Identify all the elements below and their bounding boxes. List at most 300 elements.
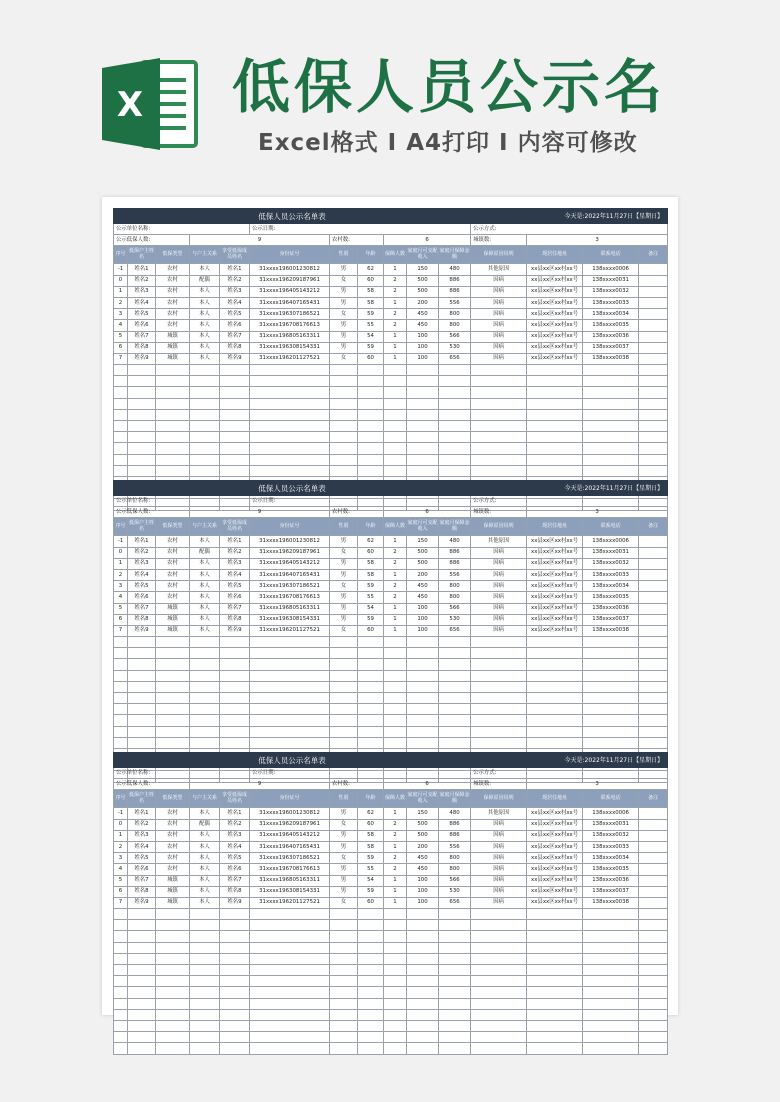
table-cell	[190, 681, 220, 692]
table-cell: 姓名6	[220, 864, 250, 875]
table-cell	[114, 909, 128, 920]
empty-row	[114, 648, 668, 659]
table-cell	[583, 421, 639, 432]
table-cell	[190, 376, 220, 387]
table-cell: 556	[439, 841, 471, 852]
empty-row	[114, 376, 668, 387]
table-cell	[439, 1032, 471, 1043]
table-cell	[583, 387, 639, 398]
table-cell: 138xxxx0034	[583, 853, 639, 864]
column-header: 身份证号	[250, 518, 330, 536]
table-title: 低保人员公示名单表	[114, 209, 471, 224]
table-cell	[330, 432, 358, 443]
table-cell	[190, 931, 220, 942]
table-cell: 城镇	[156, 625, 190, 636]
table-cell	[358, 976, 384, 987]
table-cell: 本人	[190, 264, 220, 275]
table-cell	[384, 726, 407, 737]
table-cell: 800	[439, 592, 471, 603]
table-row	[114, 830, 668, 841]
table-cell: 1	[384, 841, 407, 852]
table-cell: 姓名5	[220, 853, 250, 864]
table-cell: 姓名4	[220, 297, 250, 308]
table-cell	[114, 1043, 128, 1054]
table-cell: 58	[358, 569, 384, 580]
column-header: 联系电话	[583, 246, 639, 264]
table-cell	[527, 1043, 583, 1054]
table-row	[114, 864, 668, 875]
table-cell: 450	[407, 309, 439, 320]
table-cell	[639, 353, 668, 364]
table-cell: 31xxxx196308154331	[250, 886, 330, 897]
table-cell: 本人	[190, 830, 220, 841]
table-cell: 6	[114, 342, 128, 353]
table-cell: 31xxxx196805163311	[250, 875, 330, 886]
table-cell: xx县xx区xx村xx号	[527, 320, 583, 331]
table-cell: 480	[439, 808, 471, 819]
table-cell: 656	[439, 625, 471, 636]
table-cell: 其他原因	[471, 808, 527, 819]
table-cell: 农村	[156, 547, 190, 558]
table-cell	[358, 715, 384, 726]
column-header: 性别	[330, 246, 358, 264]
table-cell	[358, 670, 384, 681]
table-cell	[250, 1032, 330, 1043]
column-header: 享受低保成员姓名	[220, 518, 250, 536]
table-cell	[250, 681, 330, 692]
table-cell: 556	[439, 297, 471, 308]
table-cell	[128, 715, 156, 726]
table-cell: 800	[439, 309, 471, 320]
table-cell: 60	[358, 819, 384, 830]
table-cell	[639, 853, 668, 864]
table-cell: 因病	[471, 309, 527, 320]
table-cell	[250, 443, 330, 454]
table-cell	[358, 1020, 384, 1031]
table-cell	[358, 443, 384, 454]
table-cell	[439, 965, 471, 976]
table-cell: 138xxxx0037	[583, 614, 639, 625]
table-cell	[128, 670, 156, 681]
table-cell	[330, 1032, 358, 1043]
table-cell: 656	[439, 897, 471, 908]
table-cell	[639, 286, 668, 297]
table-cell	[358, 659, 384, 670]
table-cell	[439, 704, 471, 715]
table-cell	[190, 398, 220, 409]
table-cell	[330, 421, 358, 432]
table-cell	[190, 693, 220, 704]
table-cell: 农村	[156, 264, 190, 275]
table-cell	[114, 965, 128, 976]
table-cell	[156, 648, 190, 659]
table-cell	[583, 659, 639, 670]
table-cell	[407, 1009, 439, 1020]
table-cell: 150	[407, 264, 439, 275]
table-cell	[639, 637, 668, 648]
table-cell: 1	[384, 886, 407, 897]
table-cell: 59	[358, 581, 384, 592]
table-cell: 31xxxx196307186521	[250, 581, 330, 592]
table-cell: 138xxxx0036	[583, 331, 639, 342]
table-cell	[250, 931, 330, 942]
table-cell	[156, 1009, 190, 1020]
table-cell	[128, 443, 156, 454]
table-cell	[358, 998, 384, 1009]
table-cell: 配偶	[190, 275, 220, 286]
table-cell	[128, 365, 156, 376]
table-cell: 5	[114, 331, 128, 342]
table-cell	[330, 681, 358, 692]
table-cell: 城镇	[156, 342, 190, 353]
table-cell: 姓名1	[128, 264, 156, 275]
table-cell	[471, 670, 527, 681]
table-cell: 姓名3	[220, 830, 250, 841]
table-cell: 姓名9	[220, 897, 250, 908]
table-cell	[358, 376, 384, 387]
table-row	[114, 547, 668, 558]
table-cell: 本人	[190, 875, 220, 886]
table-cell	[114, 454, 128, 465]
table-cell: 138xxxx0006	[583, 536, 639, 547]
table-cell	[220, 443, 250, 454]
table-cell	[330, 1020, 358, 1031]
empty-row	[114, 715, 668, 726]
table-cell	[407, 715, 439, 726]
table-cell: 本人	[190, 625, 220, 636]
table-cell: 200	[407, 569, 439, 580]
table-cell	[128, 1009, 156, 1020]
table-cell: 本人	[190, 864, 220, 875]
table-cell	[156, 432, 190, 443]
table-cell	[220, 715, 250, 726]
table-cell: 31xxxx196001230812	[250, 808, 330, 819]
table-cell: 138xxxx0035	[583, 864, 639, 875]
table-cell	[527, 681, 583, 692]
table-cell: 31xxxx196405143212	[250, 286, 330, 297]
table-cell	[639, 693, 668, 704]
table-cell	[407, 365, 439, 376]
table-cell	[583, 976, 639, 987]
table-cell	[190, 421, 220, 432]
table-cell: 55	[358, 864, 384, 875]
table-row	[114, 808, 668, 819]
table-cell: 138xxxx0032	[583, 286, 639, 297]
table-cell	[220, 737, 250, 748]
table-cell	[639, 592, 668, 603]
table-cell: 1	[114, 558, 128, 569]
table-cell: 1	[384, 297, 407, 308]
table-cell	[471, 953, 527, 964]
table-cell: 2	[384, 309, 407, 320]
table-cell: 1	[384, 808, 407, 819]
table-cell: 31xxxx196201127521	[250, 897, 330, 908]
table-cell	[220, 409, 250, 420]
table-cell: 60	[358, 275, 384, 286]
table-cell: 姓名8	[128, 886, 156, 897]
table-cell	[156, 376, 190, 387]
table-cell	[527, 1009, 583, 1020]
table-cell	[407, 1043, 439, 1054]
table-cell	[439, 648, 471, 659]
table-cell	[439, 387, 471, 398]
table-cell	[583, 693, 639, 704]
table-cell	[471, 365, 527, 376]
table-cell: 女	[330, 547, 358, 558]
table-cell	[250, 670, 330, 681]
table-cell	[156, 693, 190, 704]
table-cell: 姓名7	[220, 875, 250, 886]
table-cell	[639, 1020, 668, 1031]
table-cell	[583, 443, 639, 454]
table-cell	[527, 648, 583, 659]
table-cell	[639, 443, 668, 454]
empty-row	[114, 704, 668, 715]
table-cell	[156, 681, 190, 692]
table-cell	[220, 681, 250, 692]
table-cell: 100	[407, 614, 439, 625]
table-cell	[471, 409, 527, 420]
empty-row	[114, 942, 668, 953]
table-cell: 2	[384, 864, 407, 875]
table-row	[114, 853, 668, 864]
table-cell: 姓名1	[220, 536, 250, 547]
table-cell	[128, 931, 156, 942]
table-cell: 本人	[190, 897, 220, 908]
table-cell	[439, 1009, 471, 1020]
table-cell	[527, 454, 583, 465]
table-cell	[384, 387, 407, 398]
empty-row	[114, 965, 668, 976]
table-row	[114, 625, 668, 636]
table-cell: 姓名6	[220, 320, 250, 331]
table-cell: 138xxxx0033	[583, 569, 639, 580]
table-cell: 姓名8	[220, 614, 250, 625]
table-cell: 138xxxx0038	[583, 353, 639, 364]
table-cell	[128, 387, 156, 398]
table-cell: 0	[114, 819, 128, 830]
table-cell	[384, 648, 407, 659]
table-cell: 54	[358, 331, 384, 342]
table-cell	[358, 681, 384, 692]
table-cell	[358, 637, 384, 648]
table-cell: 城镇	[156, 353, 190, 364]
table-cell	[471, 1020, 527, 1031]
table-cell: 姓名6	[220, 592, 250, 603]
table-cell: 800	[439, 853, 471, 864]
table-cell	[250, 715, 330, 726]
table-cell: xx县xx区xx村xx号	[527, 275, 583, 286]
table-cell: 姓名2	[220, 819, 250, 830]
table-cell: 姓名4	[128, 841, 156, 852]
table-cell	[250, 1043, 330, 1054]
table-cell	[439, 1043, 471, 1054]
table-cell: 62	[358, 536, 384, 547]
urban-count-label: 城镇数:	[471, 235, 527, 246]
table-cell	[407, 704, 439, 715]
table-cell: 31xxxx196407165431	[250, 297, 330, 308]
table-cell: 0	[114, 275, 128, 286]
table-cell: 100	[407, 625, 439, 636]
table-cell: 女	[330, 625, 358, 636]
empty-row	[114, 931, 668, 942]
table-cell: 男	[330, 536, 358, 547]
table-cell: 1	[384, 342, 407, 353]
table-cell: 138xxxx0031	[583, 547, 639, 558]
rural-count-value: 6	[384, 235, 471, 246]
table-cell	[583, 637, 639, 648]
table-cell	[250, 648, 330, 659]
table-cell	[439, 454, 471, 465]
recipient-count-value: 9	[190, 235, 330, 246]
table-cell	[128, 1032, 156, 1043]
table-cell	[128, 465, 156, 476]
table-cell	[156, 920, 190, 931]
table-cell: 本人	[190, 353, 220, 364]
table-cell	[220, 693, 250, 704]
table-cell: xx县xx区xx村xx号	[527, 264, 583, 275]
table-row	[114, 558, 668, 569]
table-cell: 因病	[471, 875, 527, 886]
table-cell	[114, 409, 128, 420]
table-cell	[358, 987, 384, 998]
table-cell: 62	[358, 808, 384, 819]
table-cell	[190, 1009, 220, 1020]
table-row	[114, 569, 668, 580]
table-cell: 138xxxx0034	[583, 309, 639, 320]
table-cell	[330, 670, 358, 681]
table-cell: 本人	[190, 558, 220, 569]
urban-count-value: 3	[527, 779, 668, 790]
today-date: 今天是:2022年11月27日【星期日】	[471, 481, 668, 496]
table-cell: 本人	[190, 342, 220, 353]
table-cell	[407, 376, 439, 387]
table-cell	[384, 909, 407, 920]
table-cell: 138xxxx0033	[583, 841, 639, 852]
table-cell	[250, 432, 330, 443]
table-cell	[330, 365, 358, 376]
table-cell	[330, 726, 358, 737]
table-cell	[114, 737, 128, 748]
table-cell: 31xxxx196708176613	[250, 320, 330, 331]
table-cell: 500	[407, 275, 439, 286]
table-cell	[384, 1032, 407, 1043]
table-cell: 城镇	[156, 886, 190, 897]
column-header: 保障人数	[384, 518, 407, 536]
table-cell: 农村	[156, 309, 190, 320]
table-cell	[220, 365, 250, 376]
urban-count-label: 城镇数:	[471, 507, 527, 518]
table-cell: 姓名3	[220, 286, 250, 297]
table-cell: 1	[384, 614, 407, 625]
table-cell	[639, 976, 668, 987]
table-cell	[358, 737, 384, 748]
table-cell: 60	[358, 897, 384, 908]
table-cell	[330, 920, 358, 931]
table-cell	[128, 1020, 156, 1031]
table-cell	[407, 931, 439, 942]
today-date: 今天是:2022年11月27日【星期日】	[471, 209, 668, 224]
table-cell: 农村	[156, 841, 190, 852]
table-cell	[527, 1020, 583, 1031]
table-cell	[330, 465, 358, 476]
column-header: 序号	[114, 790, 128, 808]
column-header: 年龄	[358, 246, 384, 264]
table-cell: 农村	[156, 864, 190, 875]
table-cell	[407, 465, 439, 476]
table-cell	[220, 376, 250, 387]
column-header: 性别	[330, 518, 358, 536]
table-cell	[358, 953, 384, 964]
table-cell	[583, 648, 639, 659]
table-cell	[407, 998, 439, 1009]
table-cell	[384, 693, 407, 704]
table-cell	[114, 387, 128, 398]
column-header: 备注	[639, 518, 668, 536]
table-cell: 女	[330, 275, 358, 286]
table-cell	[330, 737, 358, 748]
column-header: 低保类型	[156, 518, 190, 536]
table-cell	[384, 421, 407, 432]
column-header: 与户主关系	[190, 518, 220, 536]
table-cell	[128, 987, 156, 998]
table-cell	[527, 1032, 583, 1043]
table-cell: 女	[330, 309, 358, 320]
table-cell: 因病	[471, 286, 527, 297]
table-cell	[114, 726, 128, 737]
table-cell	[639, 886, 668, 897]
table-cell	[114, 1009, 128, 1020]
table-cell: 138xxxx0006	[583, 264, 639, 275]
empty-row	[114, 726, 668, 737]
table-cell	[439, 443, 471, 454]
table-cell	[250, 965, 330, 976]
table-cell	[639, 659, 668, 670]
table-cell	[114, 670, 128, 681]
table-cell: 31xxxx196308154331	[250, 614, 330, 625]
table-cell: 1	[384, 353, 407, 364]
table-cell	[639, 864, 668, 875]
table-cell	[471, 976, 527, 987]
table-cell: 1	[384, 331, 407, 342]
table-cell	[156, 909, 190, 920]
table-cell	[330, 1009, 358, 1020]
empty-row	[114, 737, 668, 748]
table-cell: 138xxxx0035	[583, 592, 639, 603]
table-cell	[407, 726, 439, 737]
table-cell	[384, 670, 407, 681]
table-cell: xx县xx区xx村xx号	[527, 592, 583, 603]
table-cell	[220, 421, 250, 432]
recipient-count-label: 公示低保人数:	[114, 235, 190, 246]
table-cell	[220, 670, 250, 681]
table-cell: 6	[114, 614, 128, 625]
table-cell	[358, 726, 384, 737]
table-cell: xx县xx区xx村xx号	[527, 536, 583, 547]
roster-table-2	[113, 480, 667, 783]
table-cell: 姓名5	[128, 853, 156, 864]
publish-date-label: 公示日期:	[250, 224, 471, 235]
table-cell: 姓名7	[128, 875, 156, 886]
table-cell: 姓名5	[220, 581, 250, 592]
table-cell	[439, 942, 471, 953]
table-cell	[220, 704, 250, 715]
table-cell: 200	[407, 841, 439, 852]
table-cell	[471, 909, 527, 920]
table-cell: 农村	[156, 819, 190, 830]
table-cell: 城镇	[156, 603, 190, 614]
table-cell: 450	[407, 592, 439, 603]
